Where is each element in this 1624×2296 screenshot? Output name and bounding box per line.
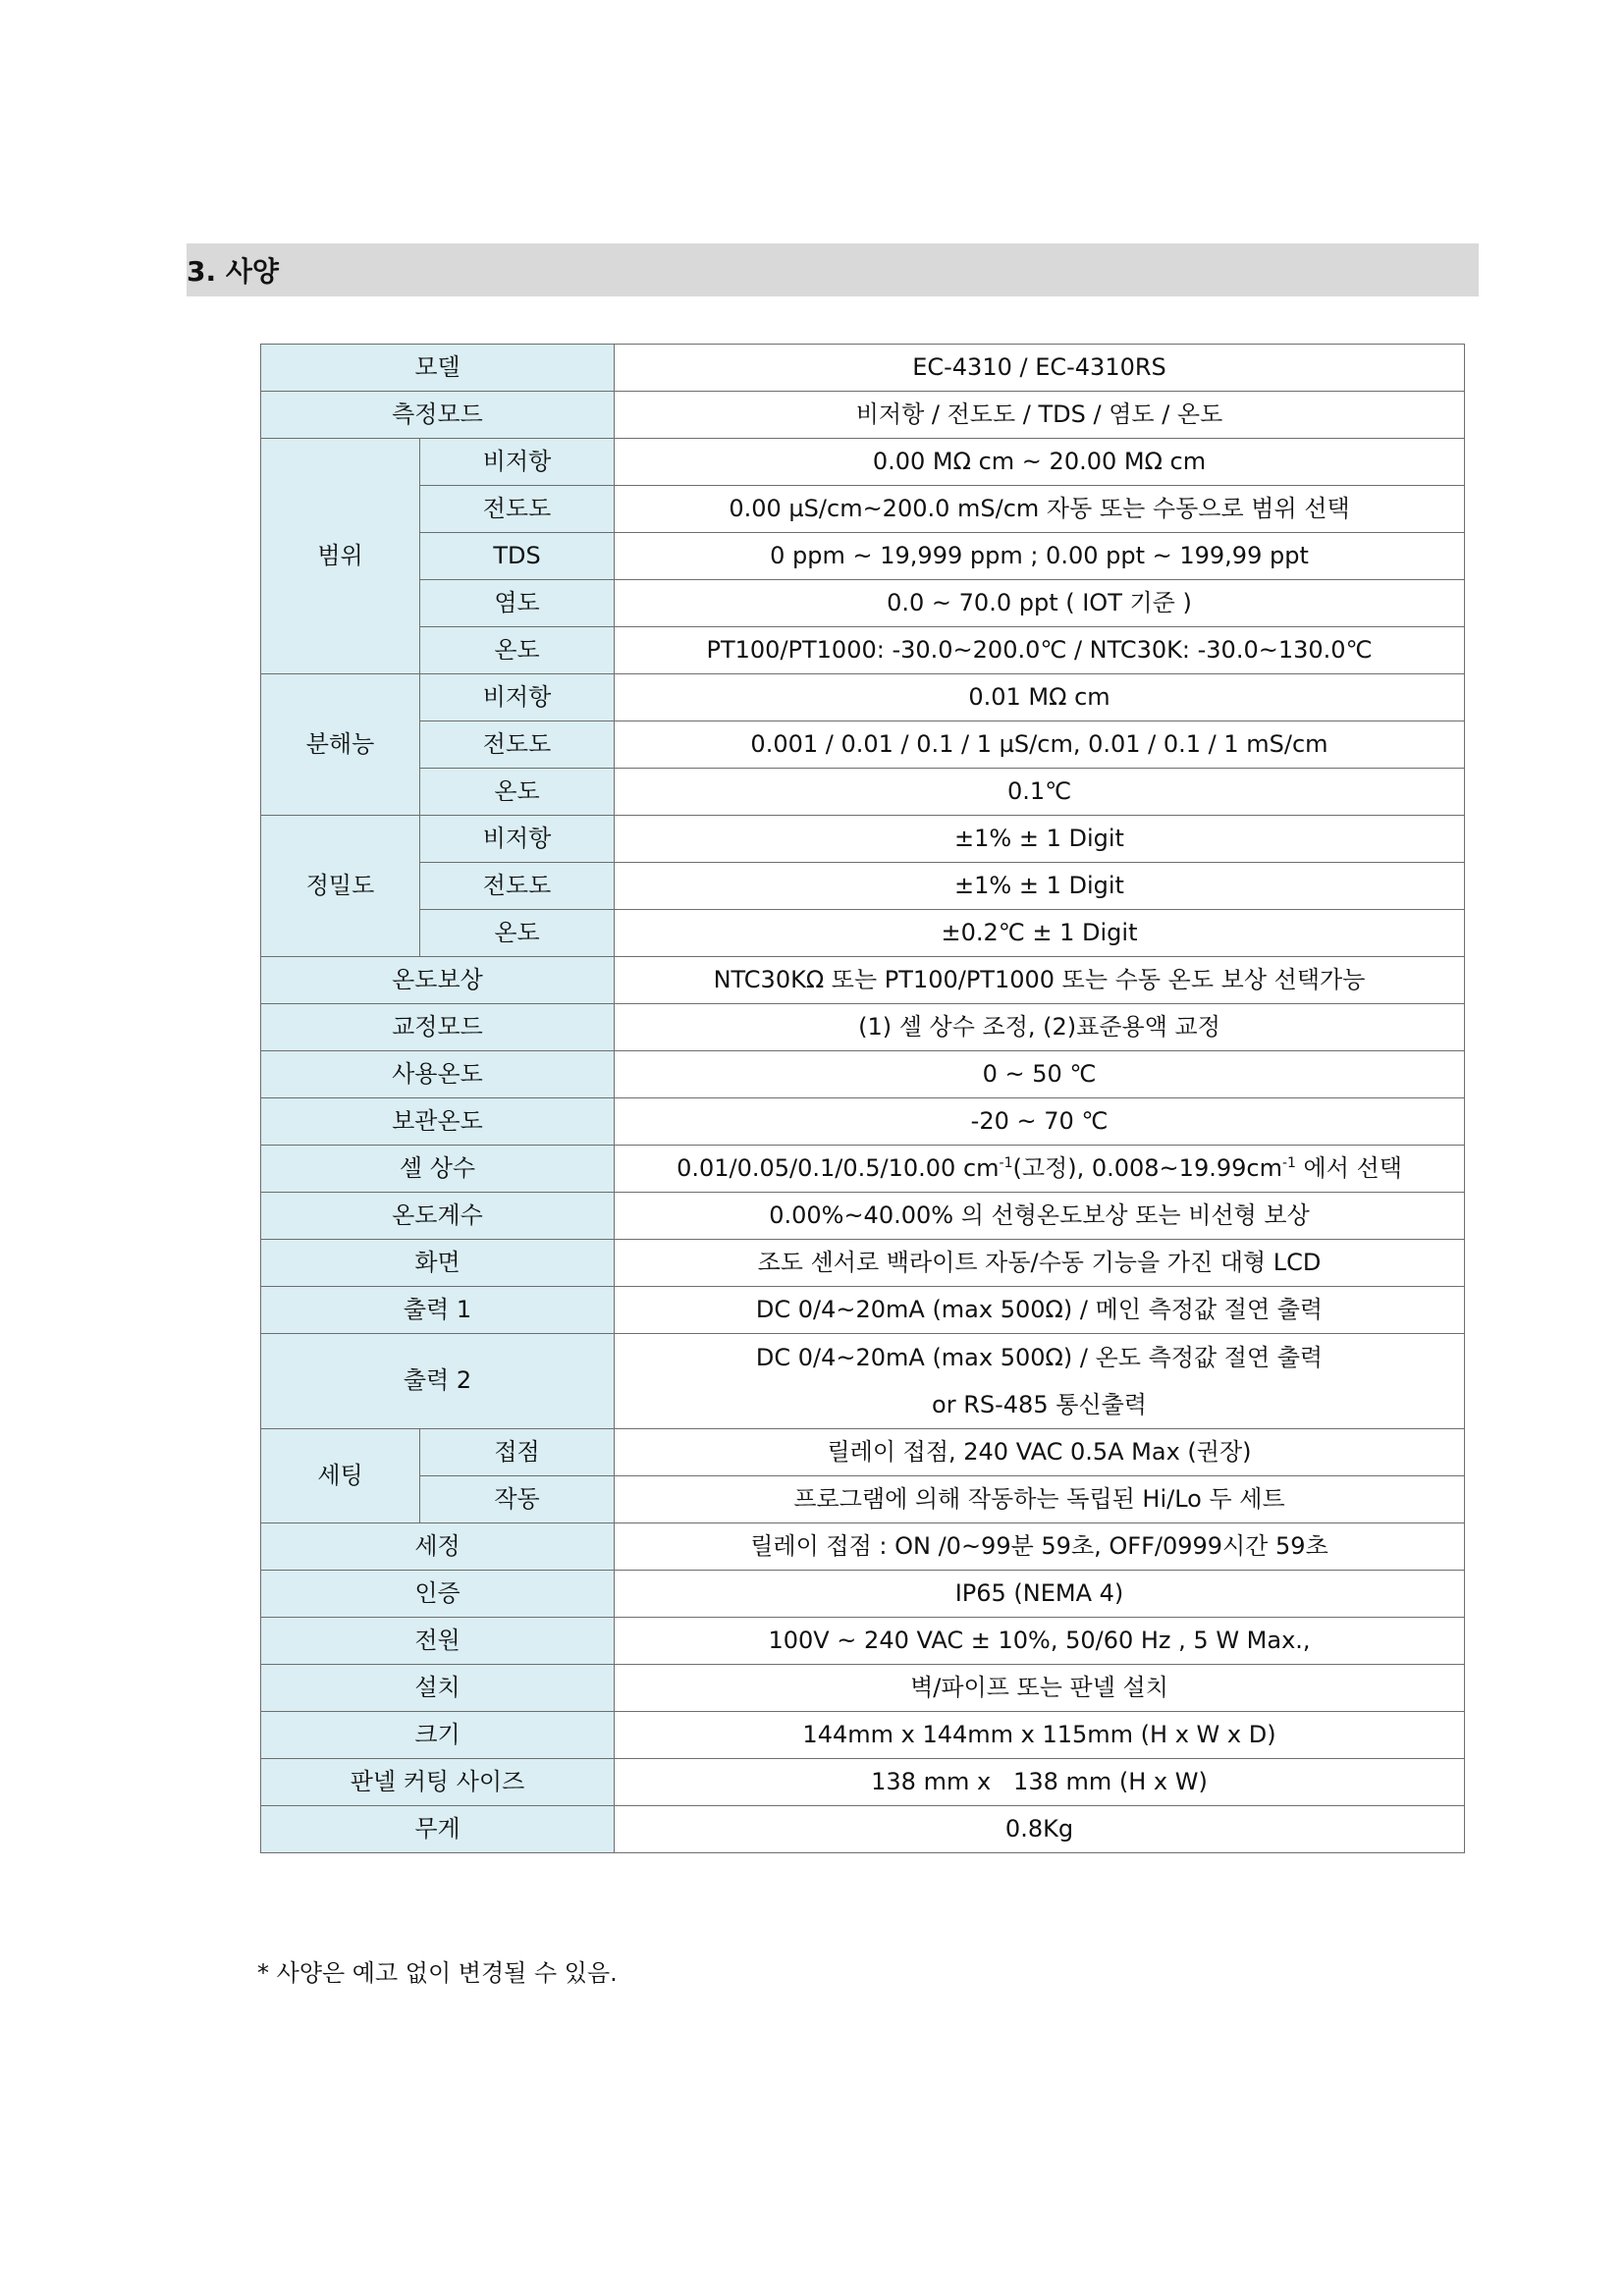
- section-header: [187, 243, 1479, 296]
- row-value: 0 ~ 50 ℃: [615, 1051, 1465, 1098]
- sub-label: 온도: [420, 910, 615, 957]
- table-row: [261, 1571, 1465, 1618]
- table-row: [261, 816, 1465, 863]
- table-row: [261, 910, 1465, 957]
- row-label: 크기: [261, 1712, 615, 1759]
- sub-label: 염도: [420, 580, 615, 627]
- row-value: PT100/PT1000: -30.0~200.0℃ / NTC30K: -30.0~130.0℃: [615, 627, 1465, 674]
- row-value: ±1% ± 1 Digit: [615, 863, 1465, 910]
- row-value: 100V ~ 240 VAC ± 10%, 50/60 Hz , 5 W Max.,: [615, 1618, 1465, 1665]
- table-row: [261, 580, 1465, 627]
- row-value: 0.00 µS/cm~200.0 mS/cm 자동 또는 수동으로 범위 선택: [615, 486, 1465, 533]
- table-row: [261, 1287, 1465, 1334]
- row-value: 0 ppm ~ 19,999 ppm ; 0.00 ppt ~ 199,99 ppt: [615, 533, 1465, 580]
- row-value: 0.8Kg: [615, 1806, 1465, 1853]
- row-value: IP65 (NEMA 4): [615, 1571, 1465, 1618]
- table-row: [261, 533, 1465, 580]
- row-label: 보관온도: [261, 1098, 615, 1146]
- row-value: -20 ~ 70 ℃: [615, 1098, 1465, 1146]
- row-label: 사용온도: [261, 1051, 615, 1098]
- cell-constant-part2: (고정), 0.008~19.99cm: [1012, 1153, 1282, 1182]
- group-label: 범위: [261, 439, 420, 674]
- sub-label: 접점: [420, 1429, 615, 1476]
- table-row: [261, 721, 1465, 769]
- table-row: [261, 1618, 1465, 1665]
- sub-label: 비저항: [420, 439, 615, 486]
- sub-label: 전도도: [420, 863, 615, 910]
- table-row: [261, 1712, 1465, 1759]
- group-label: 분해능: [261, 674, 420, 816]
- value-line: or RS-485 통신출력: [932, 1391, 1147, 1418]
- table-row: [261, 439, 1465, 486]
- sub-label: 온도: [420, 627, 615, 674]
- footnote: * 사양은 예고 없이 변경될 수 있음.: [257, 1959, 618, 1987]
- row-value: 0.001 / 0.01 / 0.1 / 1 µS/cm, 0.01 / 0.1 / 1 mS/cm: [615, 721, 1465, 769]
- row-label: 출력 2: [261, 1334, 615, 1429]
- row-value: 벽/파이프 또는 판넬 설치: [615, 1665, 1465, 1712]
- row-value: 0.00 MΩ cm ~ 20.00 MΩ cm: [615, 439, 1465, 486]
- row-label: 인증: [261, 1571, 615, 1618]
- sub-label: TDS: [420, 533, 615, 580]
- table-row: [261, 1098, 1465, 1146]
- row-label: 무게: [261, 1806, 615, 1853]
- group-label: 세팅: [261, 1429, 420, 1523]
- row-value: 릴레이 접점, 240 VAC 0.5A Max (권장): [615, 1429, 1465, 1476]
- row-label: 온도계수: [261, 1193, 615, 1240]
- table-row: [261, 769, 1465, 816]
- row-value: 릴레이 접점 : ON /0~99분 59초, OFF/0999시간 59초: [615, 1523, 1465, 1571]
- row-value: [615, 1334, 1465, 1429]
- row-label: 모델: [261, 345, 615, 392]
- row-value: (1) 셀 상수 조정, (2)표준용액 교정: [615, 1004, 1465, 1051]
- cell-constant-part3: 에서 선택: [1295, 1153, 1402, 1182]
- table-row: [261, 1334, 1465, 1429]
- row-label: 전원: [261, 1618, 615, 1665]
- row-label: 교정모드: [261, 1004, 615, 1051]
- row-label: 출력 1: [261, 1287, 615, 1334]
- row-value: [615, 1146, 1465, 1193]
- row-value: 비저항 / 전도도 / TDS / 염도 / 온도: [615, 392, 1465, 439]
- row-value: ±0.2℃ ± 1 Digit: [615, 910, 1465, 957]
- table-row: [261, 1759, 1465, 1806]
- row-label: 화면: [261, 1240, 615, 1287]
- row-value: 144mm x 144mm x 115mm (H x W x D): [615, 1712, 1465, 1759]
- table-row: [261, 1146, 1465, 1193]
- table-row: [261, 627, 1465, 674]
- row-value: 프로그램에 의해 작동하는 독립된 Hi/Lo 두 세트: [615, 1476, 1465, 1523]
- table-row: [261, 1429, 1465, 1476]
- table-row: [261, 1051, 1465, 1098]
- table-row: [261, 1523, 1465, 1571]
- sub-label: 전도도: [420, 486, 615, 533]
- superscript: -1: [1281, 1154, 1296, 1171]
- table-row: [261, 1665, 1465, 1712]
- sub-label: 비저항: [420, 816, 615, 863]
- row-label: 세정: [261, 1523, 615, 1571]
- table-row: [261, 1806, 1465, 1853]
- table-row: [261, 1193, 1465, 1240]
- table-row: [261, 1004, 1465, 1051]
- row-value: 0.1℃: [615, 769, 1465, 816]
- sub-label: 전도도: [420, 721, 615, 769]
- superscript: -1: [999, 1154, 1013, 1171]
- cell-constant-part1: 0.01/0.05/0.1/0.5/10.00 cm: [677, 1153, 1000, 1182]
- row-value: 138 mm x 138 mm (H x W): [615, 1759, 1465, 1806]
- sub-label: 비저항: [420, 674, 615, 721]
- row-label: 측정모드: [261, 392, 615, 439]
- row-value: 0.01 MΩ cm: [615, 674, 1465, 721]
- table-row: [261, 957, 1465, 1004]
- value-line: DC 0/4~20mA (max 500Ω) / 온도 측정값 절연 출력: [755, 1344, 1324, 1371]
- row-label: 셀 상수: [261, 1146, 615, 1193]
- spec-table: [260, 344, 1465, 1853]
- table-row: [261, 1240, 1465, 1287]
- sub-label: 작동: [420, 1476, 615, 1523]
- row-value: ±1% ± 1 Digit: [615, 816, 1465, 863]
- table-row: [261, 1476, 1465, 1523]
- table-row: [261, 392, 1465, 439]
- sub-label: 온도: [420, 769, 615, 816]
- row-value: 0.00%~40.00% 의 선형온도보상 또는 비선형 보상: [615, 1193, 1465, 1240]
- row-label: 판넬 커팅 사이즈: [261, 1759, 615, 1806]
- row-value: 조도 센서로 백라이트 자동/수동 기능을 가진 대형 LCD: [615, 1240, 1465, 1287]
- row-value: 0.0 ~ 70.0 ppt ( IOT 기준 ): [615, 580, 1465, 627]
- table-row: [261, 674, 1465, 721]
- table-row: [261, 863, 1465, 910]
- row-value: DC 0/4~20mA (max 500Ω) / 메인 측정값 절연 출력: [615, 1287, 1465, 1334]
- row-value: NTC30KΩ 또는 PT100/PT1000 또는 수동 온도 보상 선택가능: [615, 957, 1465, 1004]
- row-label: 설치: [261, 1665, 615, 1712]
- row-label: 온도보상: [261, 957, 615, 1004]
- section-title: 3. 사양: [187, 255, 279, 288]
- group-label: 정밀도: [261, 816, 420, 957]
- table-row: [261, 486, 1465, 533]
- table-row: [261, 345, 1465, 392]
- row-value: EC-4310 / EC-4310RS: [615, 345, 1465, 392]
